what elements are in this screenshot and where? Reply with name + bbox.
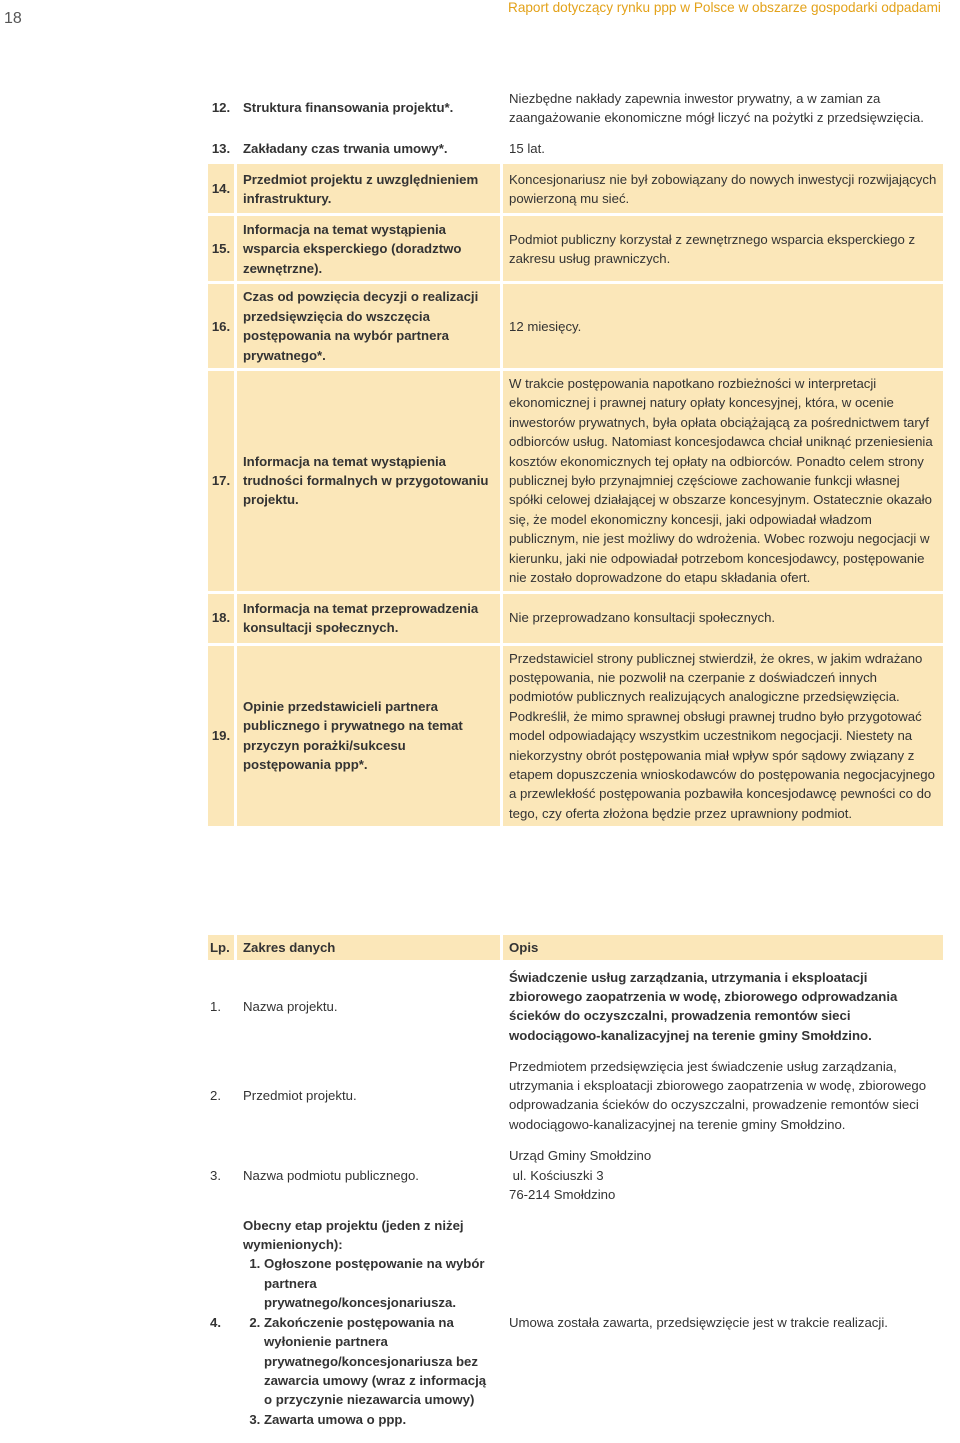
table-row	[208, 136, 943, 161]
row-description: 15 lat.	[503, 136, 943, 161]
address-line: 76-214 Smołdzino	[509, 1187, 616, 1203]
row-description: Umowa została zawarta, przedsięwzięcie jest w trakcie realizacji.	[503, 1212, 943, 1432]
table-row	[208, 1141, 943, 1209]
page-number: 18	[4, 10, 22, 27]
table-row	[208, 284, 943, 368]
row-field: Struktura finansowania projektu*.	[237, 83, 500, 133]
row-field: Przedmiot projektu z uwzględnieniem infrastruktury.	[237, 164, 500, 213]
row-description: W trakcie postępowania napotkano rozbieżności w interpretacji ekonomicznej i prawnej natury opłaty koncesyjnej, która, w ocenie inwestorów prywatnych, była opłata obciążającą za pośrednictwem taryf odbiorców usług. Natomiast koncesjodawca chciał uniknąć przeniesienia kosztów ekonomicznych tej opłaty na odbiorców. Ponadto celem strony publicznej było przynajmniej częściowe zachowanie funkcji własnej spółki celowej działającej w obszarze koncesyjnym. Ostatecznie okazało się, że model ekonomiczny koncesji, jaki odpowiadał władzom publicznym, nie jest możliwy do wdrożenia. Wobec rozwoju negocjacji w kierunku, jaki nie odpowiadał potrzebom koncesjodawcy, postępowanie nie zostało doprowadzone do etapu składania ofert.	[503, 371, 943, 590]
stage-intro: Obecny etap projektu (jeden z niżej wymienionych):	[243, 1217, 464, 1253]
row-description: Koncesjonariusz nie był zobowiązany do nowych inwestycji rozwijających powierzoną mu sieć.	[503, 164, 943, 213]
stage-item: 2. Zakończenie postępowania na wyłonienie partnera prywatnego/koncesjonariusza bez zawarcia umowy (wraz z informacją o przyczynie niezawarcia umowy)	[264, 1313, 494, 1410]
row-number: 12.	[208, 83, 234, 133]
row-field: Przedmiot projektu.	[237, 1052, 500, 1138]
header-description: Opis	[503, 935, 943, 960]
header-field: Zakres danych	[237, 935, 500, 960]
table-row	[208, 963, 943, 1049]
stage-list	[243, 1254, 494, 1429]
row-description: Nie przeprowadzano konsultacji społecznych.	[503, 594, 943, 643]
row-number: 19.	[208, 646, 234, 827]
row-number: 15.	[208, 216, 234, 281]
table-row	[208, 594, 943, 643]
table-header-row	[208, 935, 943, 960]
row-field: Zakładany czas trwania umowy*.	[237, 136, 500, 161]
row-number: 16.	[208, 284, 234, 368]
row-field: Informacja na temat przeprowadzenia konsultacji społecznych.	[237, 594, 500, 643]
row-field: Informacja na temat wystąpienia wsparcia eksperckiego (doradztwo zewnętrzne).	[237, 216, 500, 281]
project-details-table-continued	[205, 80, 946, 829]
address-line: Urząd Gminy Smołdzino	[509, 1148, 652, 1164]
project-summary-table	[205, 932, 946, 1435]
row-description: Przedstawiciel strony publicznej stwierdził, że okres, w jakim wdrażano postępowania, nie pozwolił na czerpanie z doświadczeń innych podmiotów publicznych realizujących analogiczne przedsięwzięcia. Podkreślił, że mimo sprawnej obsługi prawnej trudno było przygotować model odpowiadający wszystkim uczestnikom negocjacji. Niestety na niekorzystny obrót postępowania miał wpływ spór sądowy związany z etapem dopuszczenia wnioskodawców do postępowania negocjacyjnego a przewlekłość postępowania pozbawiła koncesjodawcę pewności co do tego, czy oferta złożona będzie przez uprawniony podmiot.	[503, 646, 943, 827]
row-description: 12 miesięcy.	[503, 284, 943, 368]
row-field: Informacja na temat wystąpienia trudności formalnych w przygotowaniu projektu.	[237, 371, 500, 590]
row-field	[237, 1212, 500, 1432]
row-field: Nazwa projektu.	[237, 963, 500, 1049]
row-description	[503, 1141, 943, 1209]
row-number: 4.	[208, 1212, 234, 1432]
row-number: 17.	[208, 371, 234, 590]
header-number: Lp.	[208, 935, 234, 960]
row-number: 3.	[208, 1141, 234, 1209]
row-description: Podmiot publiczny korzystał z zewnętrznego wsparcia eksperckiego z zakresu usług prawniczych.	[503, 216, 943, 281]
table-row	[208, 646, 943, 827]
address-line: ul. Kościuszki 3	[509, 1167, 604, 1183]
table-row	[208, 164, 943, 213]
row-field: Nazwa podmiotu publicznego.	[237, 1141, 500, 1209]
row-field: Opinie przedstawicieli partnera publicznego i prywatnego na temat przyczyn porażki/sukcesu postępowania ppp*.	[237, 646, 500, 827]
row-description: Niezbędne nakłady zapewnia inwestor prywatny, a w zamian za zaangażowanie ekonomiczne mógł liczyć na pożytki z przedsięwzięcia.	[503, 83, 943, 133]
table-row	[208, 1052, 943, 1138]
row-field: Czas od powzięcia decyzji o realizacji przedsięwzięcia do wszczęcia postępowania na wybór partnera prywatnego*.	[237, 284, 500, 368]
table-row	[208, 216, 943, 281]
row-number: 13.	[208, 136, 234, 161]
row-number: 14.	[208, 164, 234, 213]
row-description: Świadczenie usług zarządzania, utrzymania i eksploatacji zbiorowego zaopatrzenia w wodę, zbiorowego odprowadzania ścieków do oczyszczalni, prowadzenia remontów sieci wodociągowo-kanalizacyjnej na terenie gminy Smołdzino.	[503, 963, 943, 1049]
table-row	[208, 83, 943, 133]
row-number: 18.	[208, 594, 234, 643]
running-header: Raport dotyczący rynku ppp w Polsce w obszarze gospodarki odpadami	[508, 0, 941, 15]
row-description: Przedmiotem przedsięwzięcia jest świadczenie usług zarządzania, utrzymania i eksploatacji zbiorowego zaopatrzenia w wodę, zbiorowego odprowadzania ścieków do oczyszczalni, prowadzenie remontów sieci wodociągowo-kanalizacyjnej na terenie gminy Smołdzino.	[503, 1052, 943, 1138]
table-row	[208, 1212, 943, 1432]
stage-item: 1. Ogłoszone postępowanie na wybór partnera prywatnego/koncesjonariusza.	[264, 1254, 494, 1312]
row-number: 1.	[208, 963, 234, 1049]
row-number: 2.	[208, 1052, 234, 1138]
stage-item: 3. Zawarta umowa o ppp.	[264, 1410, 494, 1429]
table-row	[208, 371, 943, 590]
